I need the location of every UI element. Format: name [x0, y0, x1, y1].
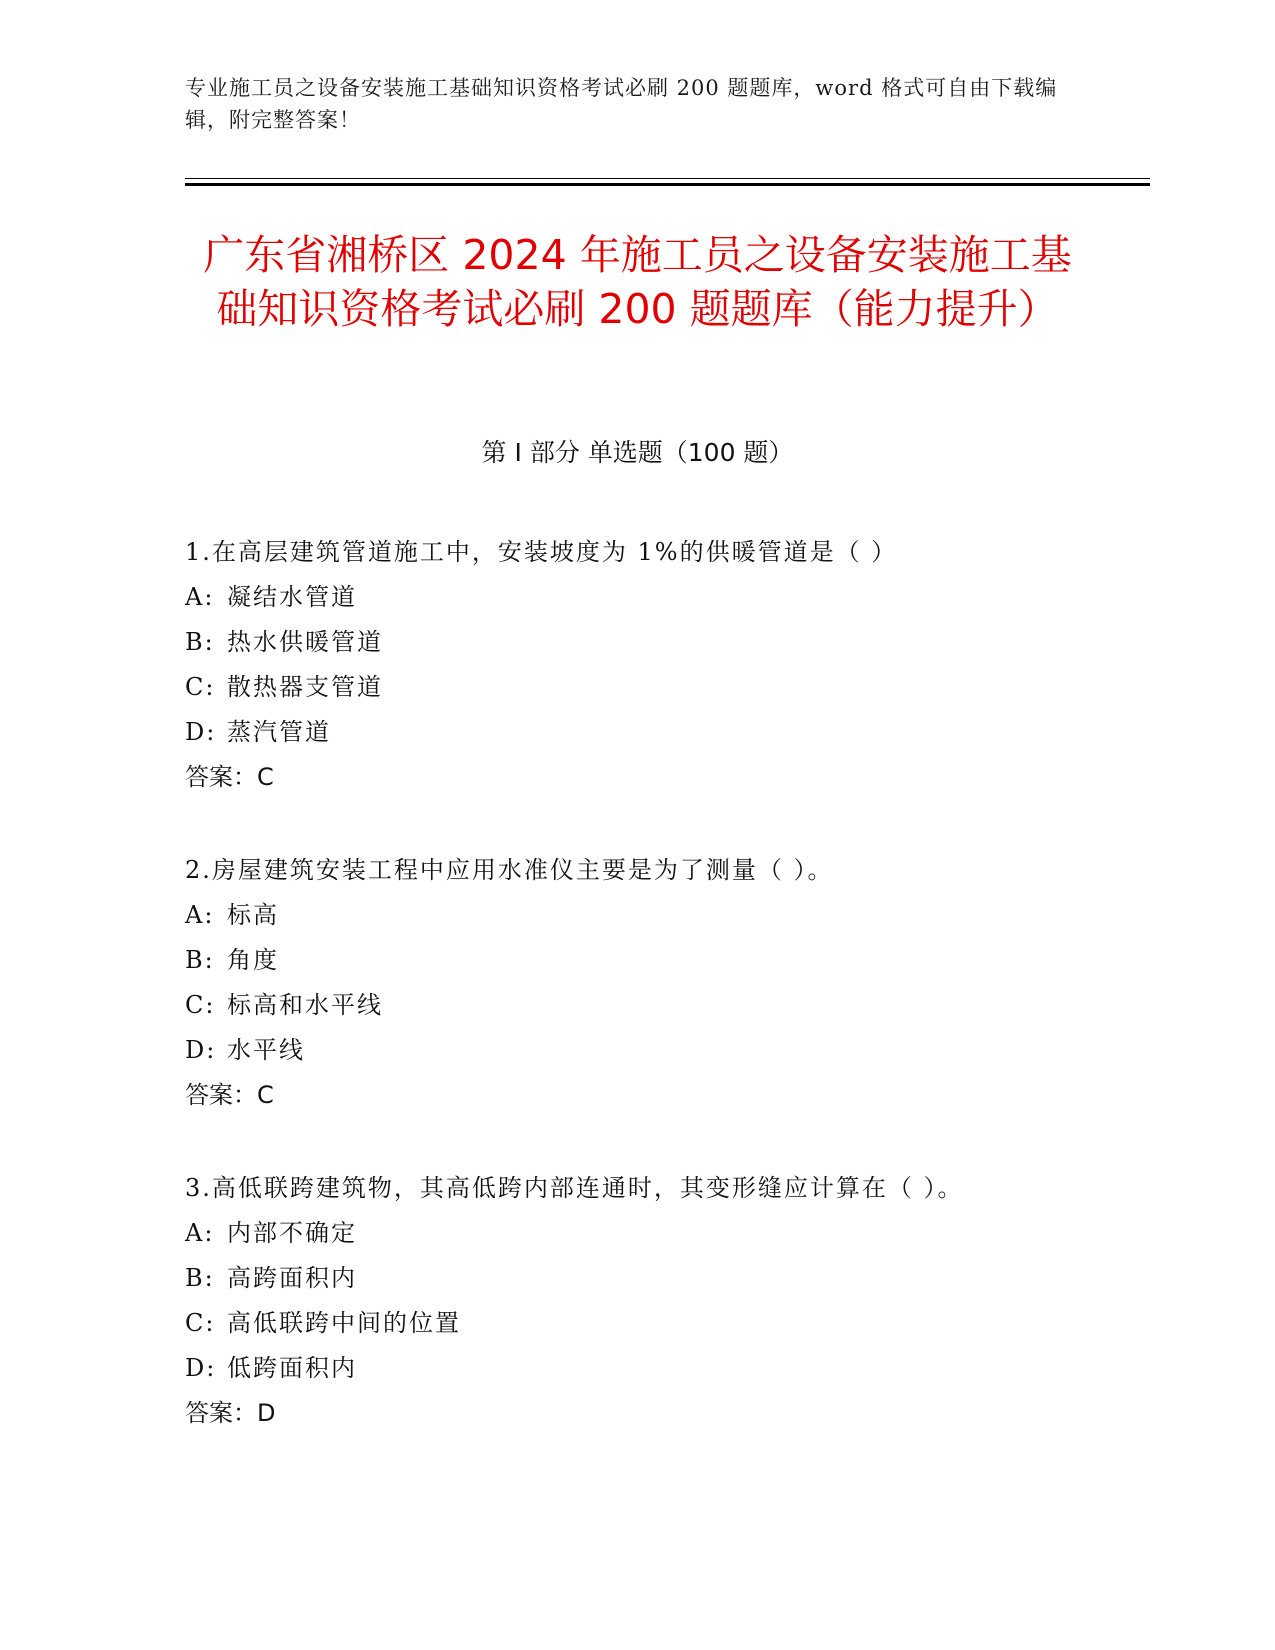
- option-text: 热水供暖管道: [227, 628, 383, 656]
- option-text: 蒸汽管道: [227, 718, 331, 746]
- option-key: D:: [185, 1354, 217, 1382]
- option-key: A:: [185, 901, 215, 929]
- question-stem: 3.高低联跨建筑物，其高低跨内部连通时，其变形缝应计算在（ ）。: [185, 1174, 964, 1202]
- header-divider-thick: [185, 183, 1150, 186]
- option-c: [185, 665, 1090, 710]
- option-text: 水平线: [227, 1036, 305, 1064]
- option-a: [185, 893, 1090, 938]
- option-text: 低跨面积内: [227, 1354, 357, 1382]
- option-text: 凝结水管道: [227, 583, 357, 611]
- document-title: 广东省湘桥区 2024 年施工员之设备安装施工基础知识资格考试必刷 200 题题库（能力提升）: [203, 231, 1072, 333]
- section-heading: 第 I 部分 单选题（100 题）: [481, 438, 794, 467]
- header-divider-thin: [185, 178, 1150, 179]
- question-3: [185, 1166, 1090, 1436]
- option-d: [185, 1346, 1090, 1391]
- answer: 答案：C: [185, 763, 274, 791]
- option-key: C:: [185, 673, 216, 701]
- option-d: [185, 710, 1090, 755]
- option-text: 标高: [227, 901, 279, 929]
- question-list: [185, 530, 1090, 1484]
- option-key: B:: [185, 1264, 215, 1292]
- option-a: [185, 1211, 1090, 1256]
- option-b: [185, 938, 1090, 983]
- option-key: C:: [185, 1309, 216, 1337]
- option-key: D:: [185, 1036, 217, 1064]
- option-text: 散热器支管道: [227, 673, 383, 701]
- option-key: A:: [185, 1219, 215, 1247]
- answer: 答案：D: [185, 1399, 276, 1427]
- question-2: [185, 848, 1090, 1118]
- option-key: A:: [185, 583, 215, 611]
- option-key: C:: [185, 991, 216, 1019]
- option-text: 标高和水平线: [227, 991, 383, 1019]
- option-c: [185, 1301, 1090, 1346]
- question-stem: 2.房屋建筑安装工程中应用水准仪主要是为了测量（ ）。: [185, 856, 834, 884]
- option-d: [185, 1028, 1090, 1073]
- option-a: [185, 575, 1090, 620]
- option-key: B:: [185, 628, 215, 656]
- option-text: 内部不确定: [227, 1219, 357, 1247]
- option-text: 高跨面积内: [227, 1264, 357, 1292]
- option-text: 角度: [227, 946, 279, 974]
- option-b: [185, 1256, 1090, 1301]
- option-b: [185, 620, 1090, 665]
- question-stem: 1.在高层建筑管道施工中，安装坡度为 1%的供暖管道是（ ）: [185, 538, 898, 566]
- option-key: D:: [185, 718, 217, 746]
- answer: 答案：C: [185, 1081, 274, 1109]
- option-c: [185, 983, 1090, 1028]
- question-1: [185, 530, 1090, 800]
- option-text: 高低联跨中间的位置: [227, 1309, 461, 1337]
- option-key: B:: [185, 946, 215, 974]
- header-note: 专业施工员之设备安装施工基础知识资格考试必刷 200 题题库，word 格式可自由下载编辑，附完整答案！: [185, 76, 1058, 132]
